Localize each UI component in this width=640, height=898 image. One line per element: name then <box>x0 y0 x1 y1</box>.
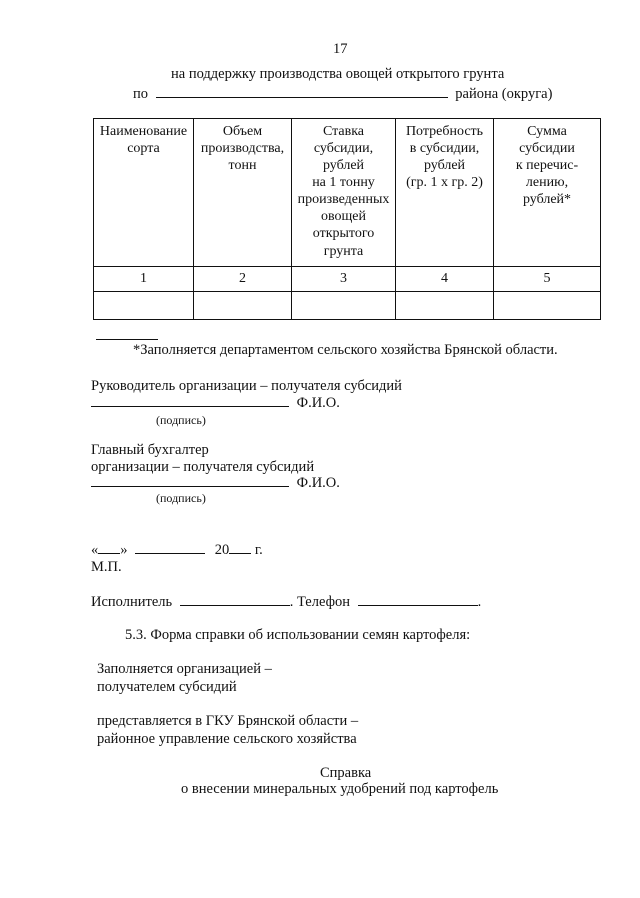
table-empty-row <box>94 292 601 320</box>
executor-line <box>91 594 481 611</box>
header-cell: Объем производства, тонн <box>194 119 292 267</box>
empty-cell <box>194 292 292 320</box>
accountant-signature-caption: (подпись) <box>156 491 206 505</box>
date-line <box>91 542 263 559</box>
month-blank-line <box>135 552 205 554</box>
column-number: 5 <box>494 267 601 292</box>
empty-cell <box>94 292 194 320</box>
day-blank-line <box>98 552 120 554</box>
accountant-title-line-1: Главный бухгалтер <box>91 442 209 458</box>
heading-line-1: на поддержку производства овощей открытого грунта <box>171 66 505 82</box>
head-signature-line <box>91 395 340 412</box>
district-blank-line <box>156 96 448 98</box>
executor-blank-line <box>180 604 290 606</box>
phone-blank-line <box>358 604 478 606</box>
heading-suffix: района (округа) <box>455 86 553 102</box>
empty-cell <box>292 292 396 320</box>
date-open-quote: « <box>91 542 99 558</box>
subsidy-table <box>93 118 601 320</box>
column-number: 1 <box>94 267 194 292</box>
header-cell: Ставка субсидии, рублей на 1 тонну произведенных овощей открытого грунта <box>292 119 396 267</box>
year-blank-line <box>229 552 251 554</box>
submitted-to-line-1: представляется в ГКУ Брянской области – <box>97 713 359 729</box>
empty-cell <box>494 292 601 320</box>
header-cell: Потребность в субсидии, рублей (гр. 1 х гр. 2) <box>396 119 494 267</box>
date-close-quote: » <box>120 542 128 558</box>
footnote-separator <box>96 339 158 340</box>
column-number: 4 <box>396 267 494 292</box>
signature-blank-line <box>91 485 289 487</box>
footnote: *Заполняется департаментом сельского хозяйства Брянской области. <box>133 342 558 358</box>
accountant-fio: Ф.И.О. <box>296 475 340 491</box>
header-cell: Наименование сорта <box>94 119 194 267</box>
stamp-label: М.П. <box>91 559 122 575</box>
header-cell: Сумма субсидии к перечис- лению, рублей* <box>494 119 601 267</box>
certificate-title: Справка <box>320 765 372 781</box>
column-number: 3 <box>292 267 396 292</box>
head-signature-caption: (подпись) <box>156 413 206 427</box>
empty-cell <box>396 292 494 320</box>
accountant-title-line-2: организации – получателя субсидий <box>91 459 315 475</box>
page-number: 17 <box>333 41 348 57</box>
submitted-to-line-2: районное управление сельского хозяйства <box>97 731 357 747</box>
table-header-row <box>94 119 601 267</box>
signature-blank-line <box>91 405 289 407</box>
filled-by-line-1: Заполняется организацией – <box>97 661 272 677</box>
accountant-signature-line <box>91 475 340 492</box>
head-fio: Ф.И.О. <box>296 395 340 411</box>
year-prefix: 20 <box>214 542 230 558</box>
heading-prefix: по <box>133 86 149 102</box>
filled-by-line-2: получателем субсидий <box>97 679 237 695</box>
heading-line-2 <box>133 86 552 103</box>
year-suffix: г. <box>254 542 263 558</box>
column-number: 2 <box>194 267 292 292</box>
phone-label: . Телефон <box>289 594 350 610</box>
section-title: 5.3. Форма справки об использовании семян картофеля: <box>125 627 471 643</box>
phone-end: . <box>477 594 482 610</box>
executor-label: Исполнитель <box>91 594 173 610</box>
head-title: Руководитель организации – получателя субсидий <box>91 378 402 394</box>
certificate-subtitle: о внесении минеральных удобрений под картофель <box>181 781 499 797</box>
table-number-row <box>94 267 601 292</box>
